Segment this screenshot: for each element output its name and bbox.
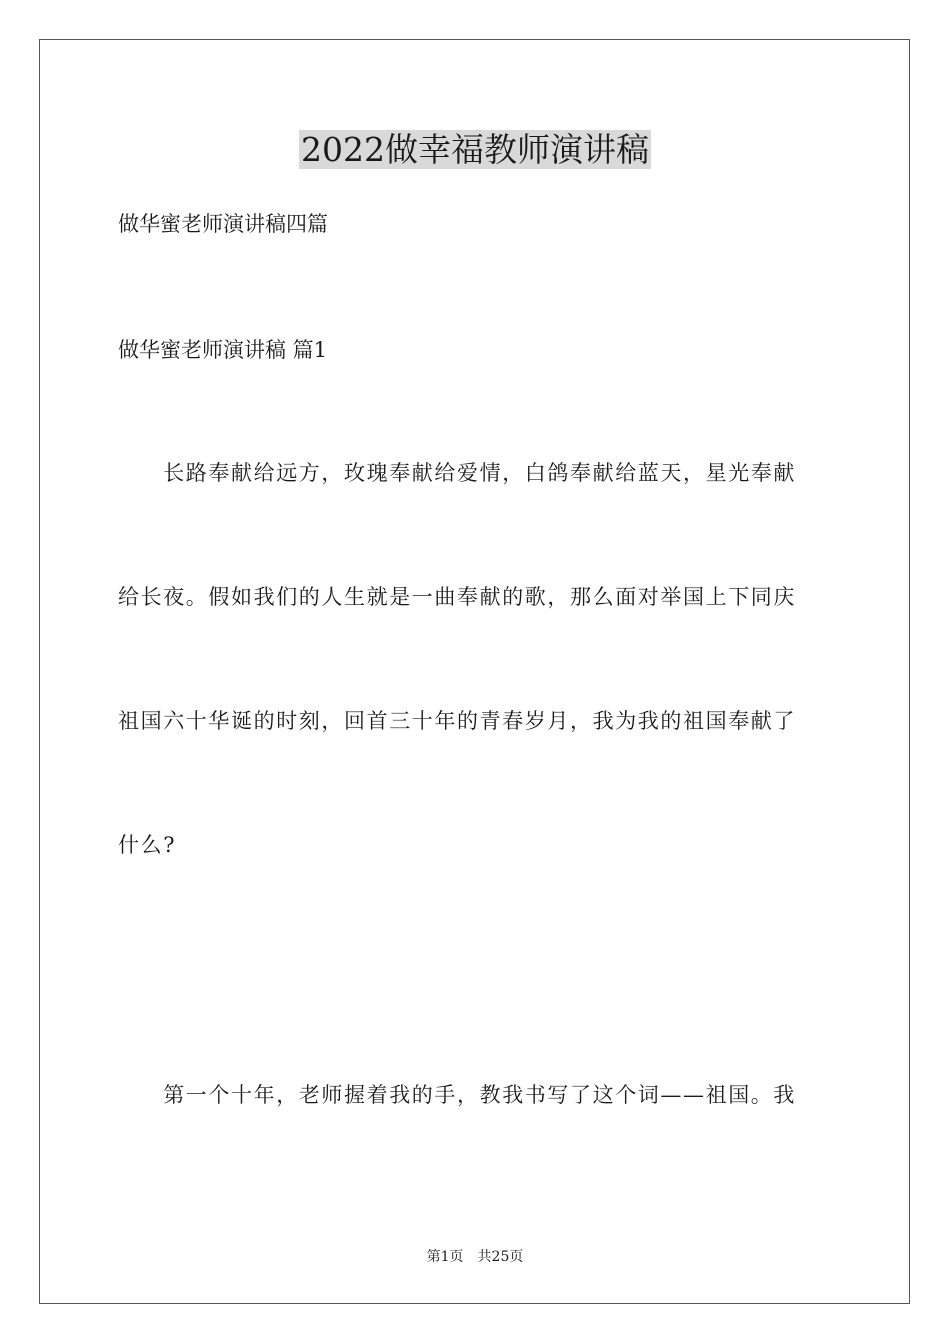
- document-title-text: 2022做幸福教师演讲稿: [301, 130, 649, 169]
- paragraph-line: 什么?: [118, 833, 177, 857]
- section-heading: 做华蜜老师演讲稿 篇1: [118, 338, 328, 362]
- paragraph-line: 给长夜。假如我们的人生就是一曲奉献的歌，那么面对举国上下同庆: [118, 585, 796, 609]
- paragraph-line: 长路奉献给远方，玫瑰奉献给爱情，白鸽奉献给蓝天，星光奉献: [118, 461, 796, 485]
- paragraph-line: 祖国六十华诞的时刻，回首三十年的青春岁月，我为我的祖国奉献了: [118, 709, 796, 733]
- page-number-label: 第1页 共25页: [426, 1249, 524, 1265]
- document-title: [0, 128, 950, 172]
- document-subtitle: 做华蜜老师演讲稿四篇: [118, 212, 328, 236]
- paragraph-line: 第一个十年，老师握着我的手，教我书写了这个词——祖国。我: [118, 1083, 796, 1107]
- page-footer: [0, 1248, 950, 1266]
